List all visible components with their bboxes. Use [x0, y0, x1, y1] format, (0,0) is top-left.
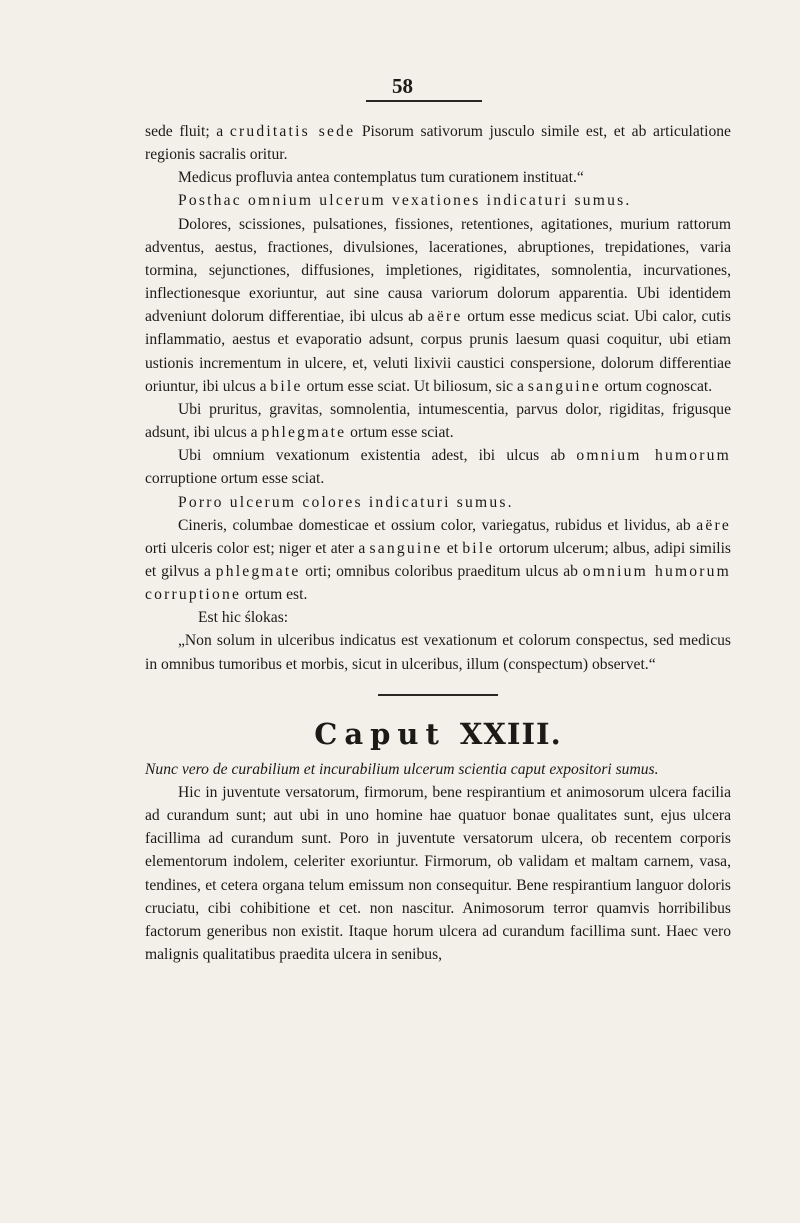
text-run: ortum esse sciat. [346, 424, 454, 442]
text-run: ortum esse sciat. Ut biliosum, sic a [302, 377, 528, 395]
paragraph [145, 398, 731, 444]
paragraph [145, 189, 731, 212]
paragraph: Hic in juventute versatorum, firmorum, bene respirantium et animosorum ulcera facilia ad curandum sunt; aut ubi in uno homine hae quatuor bonae qualitates sunt, ejus ulcera facillima ad curandum sunt. Poro in juventute versatorum ulcera, ob recentem corporis elementorum indolem, celeriter exoriuntur. Firmorum, ob validam et maltam carnem, vasa, tendines, et cetera organa telum emissum non consequitur. Bene respirantium languor doloris cruciatu, cibi cohibitione et cet. non nascitur. Animosorum terror quamvis horribilibus factorum generibus non existit. Itaque horum ulcera ad curandum facillima sunt. Haec vero malignis qualitatibus praedita ulcera in senibus, [145, 783, 731, 963]
text-run: orti ulceris color est; niger et ater a [145, 539, 370, 557]
spaced-emphasis: sanguine [369, 539, 443, 557]
text-run: Est hic ślokas: [198, 609, 289, 627]
paragraph [145, 120, 731, 166]
paragraph [145, 444, 731, 490]
text-run: ortum cognoscat. [600, 377, 713, 395]
text-run: Ubi omnium vexationum existentia adest, ibi ulcus ab [178, 447, 577, 465]
page-number: 58 [392, 74, 413, 98]
header-rule [366, 100, 482, 102]
text-run: et [442, 539, 463, 557]
chapter-number: XXIII. [459, 716, 562, 751]
text-run: Pisorum sativorum jusculo simile est, et ab articulatione regionis sacralis oritur. [145, 123, 731, 164]
spaced-emphasis: phlegmate [261, 424, 347, 442]
spaced-emphasis: phlegmate [215, 562, 301, 580]
text-run: Ubi pruritus, gravitas, somnolentia, intumescentia, parvus dolor, rigiditas, frigusque adsunt, ibi ulcus a [145, 400, 731, 442]
spaced-emphasis: bile [462, 539, 495, 557]
text-run: orti; omnibus coloribus praeditum ulcus ab [300, 562, 583, 580]
spaced-emphasis: sanguine [527, 377, 601, 395]
text-run: Dolores, scissiones, pulsationes, fissiones, retentiones, agitationes, murium rattorum adventus, aestus, fractiones, divulsiones, lacerationes, abruptiones, trepidationes, varia tormina, sejunctiones, diffusiones, impletiones, rigiditates, somnolentia, incurvationes, inflectionesque exoriuntur, aut sine causa variorum dolorum apparentia. Ubi identidem adveniunt dolorum differentiae, ibi ulcus ab [145, 215, 731, 326]
paragraph [145, 606, 731, 629]
text-run: ortum esse medicus sciat. Ubi calor, cutis inflammatio, aestus et evaporatio adsunt, corpus prunis laesum quasi coquitur, ubi etiam ustionis incrementum in ulcere, et, veluti lixivii caustici conspersione, dolorum differentiae oriuntur, ibi ulcus a [145, 308, 731, 395]
section-separator [378, 694, 498, 696]
spaced-emphasis: cruditatis sede [229, 123, 356, 140]
body-text [145, 120, 731, 966]
paragraph [145, 213, 731, 398]
chapter-subtitle: Nunc vero de curabilium et incurabilium ulcerum scientia caput expositori sumus. [145, 760, 659, 778]
spaced-emphasis: aëre [427, 308, 463, 326]
paragraph [145, 491, 731, 514]
paragraph [145, 629, 731, 675]
text-run: „Non solum in ulceribus indicatus est vexationum et colorum conspectus, sed medicus in omnibus tumoribus et morbis, sicut in ulceribus, illum (conspectum) observet.“ [145, 632, 731, 673]
spaced-emphasis: aëre [696, 516, 731, 534]
chapter-word: Caput [314, 716, 446, 751]
paragraph [145, 166, 731, 189]
text-run: sede fluit; a [145, 123, 230, 140]
text-run: ortum est. [241, 586, 308, 604]
paragraph-list [145, 120, 731, 676]
spaced-emphasis: omnium humorum corruptione [145, 562, 731, 604]
chapter-heading [145, 714, 731, 754]
text-run: Cineris, columbae domesticae et ossium color, variegatus, rubidus et lividus, ab [178, 516, 697, 534]
spaced-emphasis: Posthac omnium ulcerum vexationes indicaturi sumus. [178, 192, 632, 210]
spaced-emphasis: omnium humorum [576, 447, 731, 465]
spaced-emphasis: bile [270, 377, 303, 395]
spaced-emphasis: Porro ulcerum colores indicaturi sumus. [178, 493, 514, 511]
paragraph [145, 514, 731, 607]
text-run: ortorum ulcerum; albus, adipi similis et gilvus a [145, 539, 732, 580]
text-run: corruptione ortum esse sciat. [145, 470, 325, 488]
text-run: Medicus profluvia antea contemplatus tum curationem instituat.“ [178, 169, 584, 187]
